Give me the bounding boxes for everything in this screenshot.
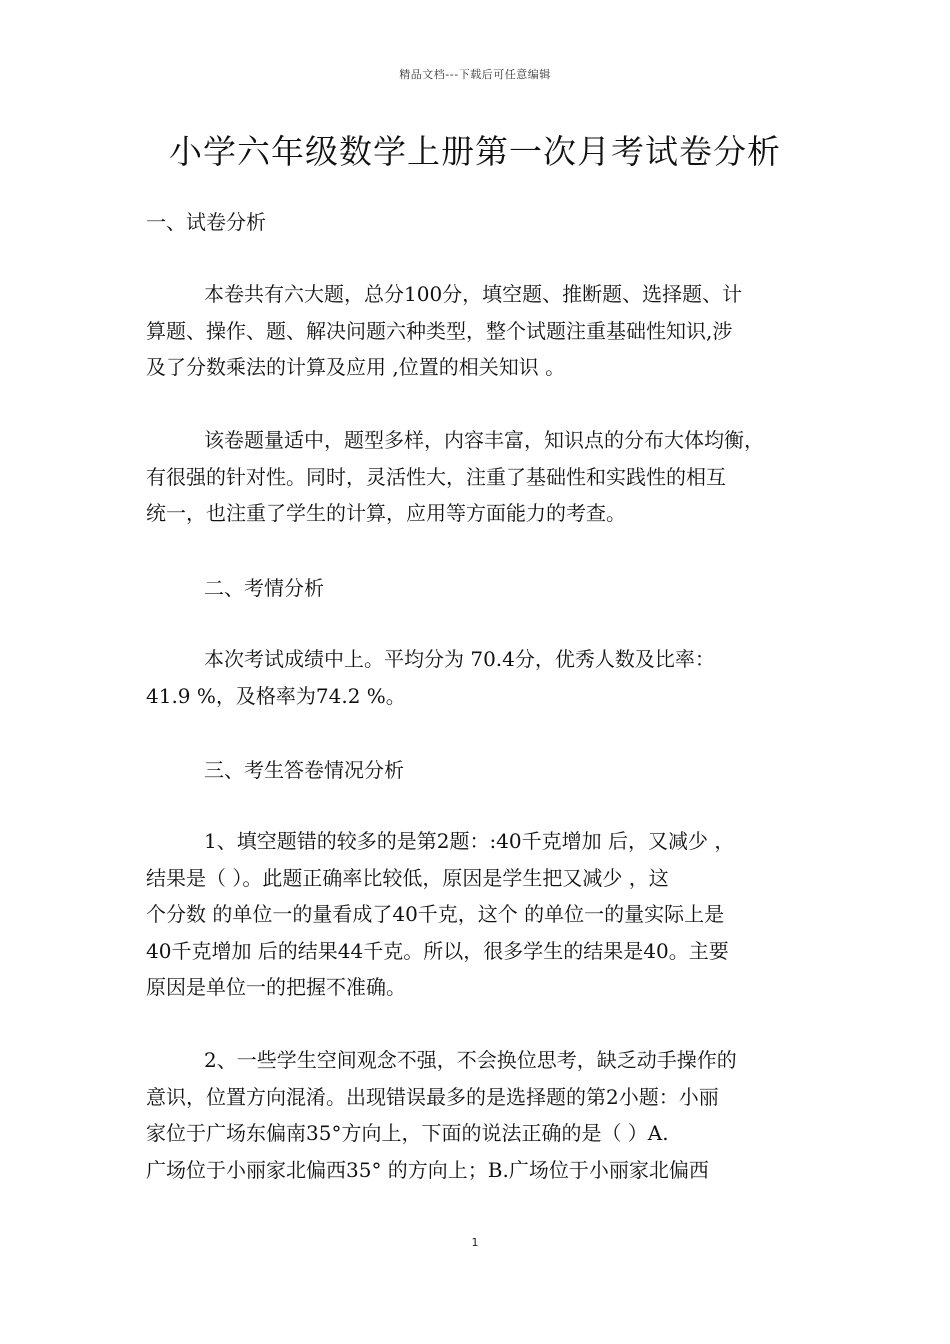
paragraph-line: 原因是单位一的把握不准确。 xyxy=(146,975,406,999)
paragraph-line: 本次考试成绩中上。平均分为 70.4分，优秀人数及比率： xyxy=(204,647,715,671)
header-note: 精品文档---下载后可任意编辑 xyxy=(399,68,551,81)
page-number: 1 xyxy=(471,1236,479,1249)
paragraph-fill-in-errors xyxy=(146,823,806,1006)
paragraph-score-summary xyxy=(146,641,806,714)
paragraph-line: 40千克增加 后的结果44千克。所以，很多学生的结果是40。主要 xyxy=(146,938,729,963)
paragraph-exam-characteristics xyxy=(146,422,806,532)
paragraph-line: 个分数 的单位一的量看成了40千克，这个 的单位一的量实际上是 xyxy=(146,902,725,926)
paragraph-line: 意识，位置方向混淆。出现错误最多的是选择题的第2小题：小丽 xyxy=(146,1084,719,1109)
section-heading-exam-analysis: 一、试卷分析 xyxy=(146,210,266,234)
paragraph-line: 1、填空题错的较多的是第2题：:40千克增加 后，又减少 ， xyxy=(204,829,735,853)
paragraph-line: 家位于广场东偏南35°方向上，下面的说法正确的是（ ）A. xyxy=(146,1121,669,1145)
paragraph-line: 结果是（ ）。此题正确率比较低，原因是学生把又减少 ，这 xyxy=(146,865,669,890)
paragraph-line: 有很强的针对性。同时，灵活性大，注重了基础性和实践性的相互 xyxy=(146,464,726,489)
paragraph-line: 本卷共有六大题，总分100分，填空题、推断题、选择题、计 xyxy=(204,282,743,306)
paragraph-line: 广场位于小丽家北偏西35° 的方向上；B.广场位于小丽家北偏西 xyxy=(146,1157,709,1182)
paragraph-line: 及了分数乘法的计算及应用 ,位置的相关知识 。 xyxy=(146,355,566,379)
document-title: 小学六年级数学上册第一次月考试卷分析 xyxy=(169,132,781,171)
paragraph-line: 41.9 %，及格率为74.2 %。 xyxy=(146,683,406,708)
paragraph-line: 该卷题量适中，题型多样，内容丰富，知识点的分布大体均衡， xyxy=(204,428,764,452)
paragraph-spatial-errors xyxy=(146,1042,806,1188)
paragraph-line: 算题、操作、题、解决问题六种类型，整个试题注重基础性知识,涉 xyxy=(146,318,733,343)
section-heading-score-analysis: 二、考情分析 xyxy=(204,576,324,600)
paragraph-line: 2、一些学生空间观念不强，不会换位思考，缺乏动手操作的 xyxy=(204,1048,737,1072)
section-heading-answer-analysis: 三、考生答卷情况分析 xyxy=(204,758,404,782)
paragraph-exam-overview xyxy=(146,276,806,386)
paragraph-line: 统一，也注重了学生的计算，应用等方面能力的考查。 xyxy=(146,501,626,525)
